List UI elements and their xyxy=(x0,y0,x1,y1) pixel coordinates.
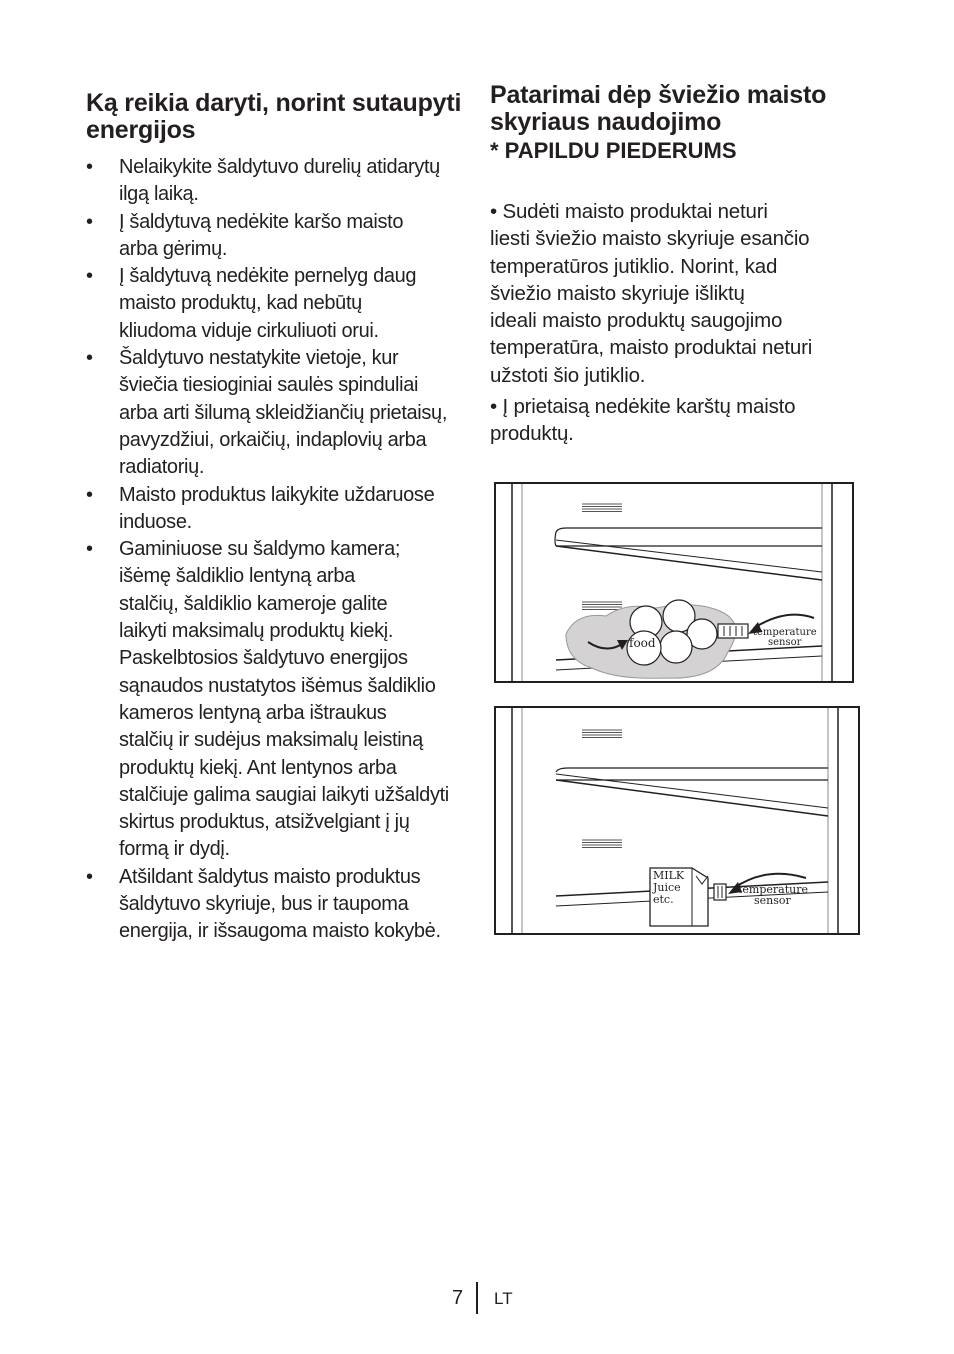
list-item-line: šaldytuvo skyriuje, bus ir taupoma xyxy=(119,893,409,916)
bullet-icon: • xyxy=(86,483,93,506)
carton-label-etc: etc. xyxy=(653,893,674,906)
paragraph-line: liesti šviežio maisto skyriuje esančio xyxy=(490,227,810,251)
paragraph-line: užstoti šio jutiklio. xyxy=(490,363,646,387)
list-item-line: maisto produktų, kad nebūtų xyxy=(119,292,362,315)
list-item-line: pavyzdžiui, orkaičių, indaplovių arba xyxy=(119,428,427,451)
list-item xyxy=(86,536,476,864)
fresh-food-tips xyxy=(490,198,870,448)
list-item-line: Nelaikykite šaldytuvo durelių atidarytų xyxy=(119,156,440,178)
list-item-line: energija, ir išsaugoma maisto kokybė. xyxy=(119,920,441,943)
list-item-line: išėmę šaldiklio lentyną arba xyxy=(119,565,355,588)
list-item-line: Atšildant šaldytus maisto produktus xyxy=(119,865,421,888)
carton-label-milk: MILK xyxy=(653,869,685,882)
carton-label-juice: Juice xyxy=(653,881,681,894)
list-item-line: induose. xyxy=(119,510,192,533)
list-item-line: Į šaldytuvą nedėkite pernelyg daug xyxy=(119,265,417,288)
list-item-line: šviečia tiesioginiai saulės spinduliai xyxy=(119,374,419,397)
list-item-line: Gaminiuose su šaldymo kamera; xyxy=(119,538,401,561)
paragraph-line: temperatūros jutiklio. Norint, kad xyxy=(490,254,778,278)
fridge-interior-illustration-2 xyxy=(496,708,858,933)
list-item xyxy=(86,209,476,264)
list-item-line: stalčiuje galima saugiai laikyti užšaldyti xyxy=(119,783,449,806)
footer-divider xyxy=(476,1282,478,1314)
list-item-line: produktų kiekį. Ant lentynos arba xyxy=(119,756,397,779)
bullet-icon: • xyxy=(86,347,93,370)
figure-food-sensor xyxy=(494,482,854,683)
list-item-line: formą ir dydį. xyxy=(119,838,230,861)
list-item-line: Paskelbtosios šaldytuvo energijos xyxy=(119,647,408,670)
list-item xyxy=(86,482,476,537)
bullet-icon: • xyxy=(86,156,93,178)
list-item-line: laikyti maksimalų produktų kiekį. xyxy=(119,620,394,643)
sensor-label-line1: temperature xyxy=(738,883,809,896)
bullet-icon: • xyxy=(86,865,93,888)
food-label: food xyxy=(629,636,656,650)
list-item xyxy=(86,345,476,481)
paragraph-line: temperatūra, maisto produktai neturi xyxy=(490,336,813,360)
page-number: 7 xyxy=(452,1287,464,1309)
left-column xyxy=(86,90,476,946)
fridge-interior-illustration-1 xyxy=(496,484,852,681)
list-item-line: stalčių ir sudėjus maksimalų leistiną xyxy=(119,729,423,752)
list-item-line: ilgą laiką. xyxy=(119,183,199,206)
list-item xyxy=(86,263,476,345)
bullet-icon: • xyxy=(86,210,93,233)
list-item xyxy=(86,154,476,209)
right-heading: Patarimai dėp šviežio maisto skyriaus naudojimo xyxy=(490,81,827,136)
bullet-icon: • xyxy=(86,265,93,288)
list-item-line: skirtus produktus, atsižvelgiant į jų xyxy=(119,811,410,834)
paragraph-line: šviežio maisto skyriuje išliktų xyxy=(490,281,745,305)
list-item-line: sąnaudos nustatytos išėmus šaldiklio xyxy=(119,674,436,697)
paragraph-line: • Sudėti maisto produktai neturi xyxy=(490,200,768,223)
paragraph-line: produktų. xyxy=(490,422,574,446)
language-code: LT xyxy=(494,1289,513,1308)
left-heading: Ką reikia daryti, norint sutaupyti energijos xyxy=(86,89,462,144)
sensor-label-line1: temperature xyxy=(753,627,817,638)
sensor-label-line2: sensor xyxy=(768,637,802,648)
list-item-line: Maisto produktus laikykite uždaruose xyxy=(119,483,435,506)
sensor-label-line2: sensor xyxy=(754,894,791,907)
tip-paragraph xyxy=(490,393,870,448)
list-item xyxy=(86,864,476,946)
right-column xyxy=(490,82,870,448)
bullet-icon: • xyxy=(86,538,93,561)
right-subheading: * PAPILDU PIEDERUMS xyxy=(490,138,737,163)
energy-tips-list xyxy=(86,154,476,946)
list-item-line: Šaldytuvo nestatykite vietoje, kur xyxy=(119,347,399,370)
paragraph-line: • Į prietaisą nedėkite karštų maisto xyxy=(490,395,796,419)
tip-paragraph xyxy=(490,198,870,389)
list-item-line: kameros lentyną arba ištraukus xyxy=(119,701,387,724)
paragraph-line: ideali maisto produktų saugojimo xyxy=(490,309,783,333)
list-item-line: stalčių, šaldiklio kameroje galite xyxy=(119,592,388,615)
list-item-line: kliudoma viduje cirkuliuoti orui. xyxy=(119,319,379,342)
list-item-line: radiatorių. xyxy=(119,456,205,479)
list-item-line: Į šaldytuvą nedėkite karšo maisto xyxy=(119,210,404,233)
list-item-line: arba arti šilumą skleidžiančių prietaisų, xyxy=(119,401,448,424)
list-item-line: arba gėrimų. xyxy=(119,237,228,260)
figure-milk-sensor xyxy=(494,706,860,935)
